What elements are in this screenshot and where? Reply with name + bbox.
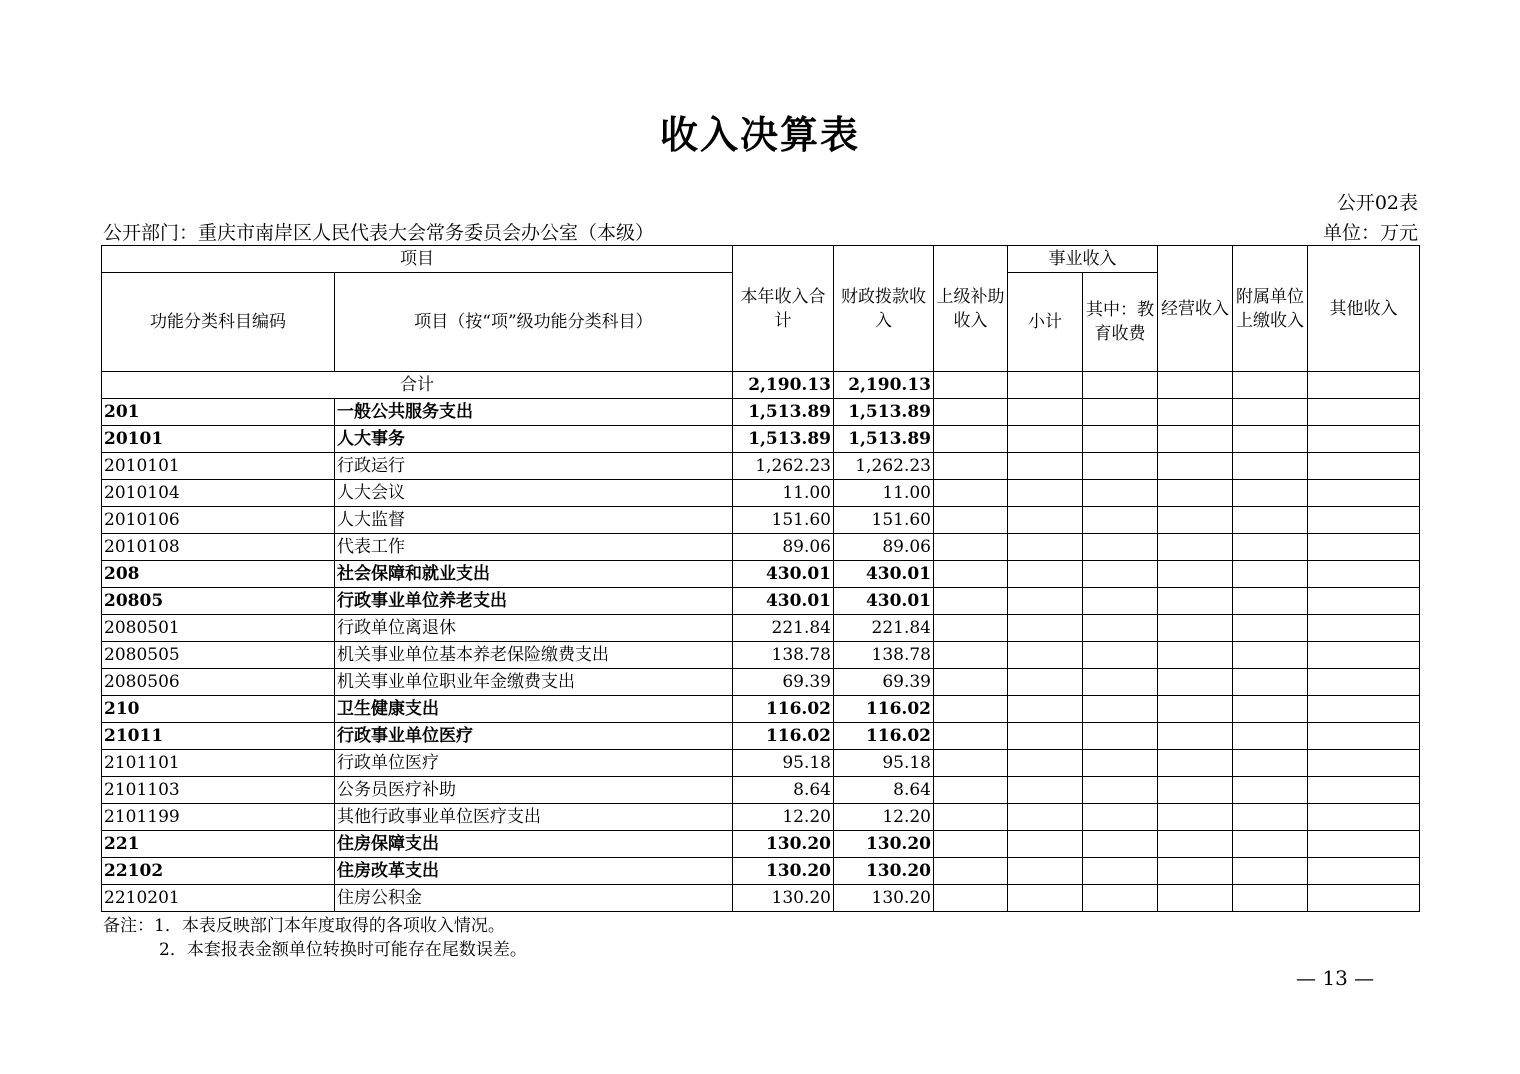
empty-cell	[1008, 453, 1083, 480]
empty-cell	[1308, 804, 1420, 831]
table-row	[102, 831, 1420, 858]
empty-cell	[1083, 453, 1158, 480]
fiscal-cell: 1,262.23	[834, 453, 934, 480]
name-cell: 公务员医疗补助	[335, 777, 733, 804]
empty-cell	[1158, 372, 1233, 399]
empty-cell	[1158, 804, 1233, 831]
empty-cell	[1008, 750, 1083, 777]
total-income-cell: 1,262.23	[733, 453, 834, 480]
code-cell: 2210201	[102, 885, 335, 912]
fiscal-cell: 221.84	[834, 615, 934, 642]
name-cell: 机关事业单位基本养老保险缴费支出	[335, 642, 733, 669]
total-income-cell: 8.64	[733, 777, 834, 804]
total-income-cell: 1,513.89	[733, 426, 834, 453]
empty-cell	[1233, 723, 1308, 750]
empty-cell	[1008, 480, 1083, 507]
empty-cell	[934, 588, 1008, 615]
empty-cell	[1233, 696, 1308, 723]
empty-cell	[1008, 534, 1083, 561]
fiscal-cell: 12.20	[834, 804, 934, 831]
code-cell: 2101199	[102, 804, 335, 831]
empty-cell	[1308, 831, 1420, 858]
empty-cell	[1308, 696, 1420, 723]
name-cell: 社会保障和就业支出	[335, 561, 733, 588]
total-income-cell: 116.02	[733, 696, 834, 723]
empty-cell	[1083, 642, 1158, 669]
code-cell: 20805	[102, 588, 335, 615]
name-cell: 代表工作	[335, 534, 733, 561]
empty-cell	[1158, 831, 1233, 858]
fiscal-cell: 69.39	[834, 669, 934, 696]
total-row	[102, 372, 1420, 399]
table-row	[102, 750, 1420, 777]
code-cell: 2080505	[102, 642, 335, 669]
empty-cell	[1083, 561, 1158, 588]
empty-cell	[1008, 399, 1083, 426]
name-cell: 行政事业单位养老支出	[335, 588, 733, 615]
table-row	[102, 426, 1420, 453]
total-income-cell: 130.20	[733, 858, 834, 885]
name-cell: 人大会议	[335, 480, 733, 507]
code-cell: 2010101	[102, 453, 335, 480]
empty-cell	[1158, 534, 1233, 561]
empty-cell	[1008, 372, 1083, 399]
empty-cell	[1308, 507, 1420, 534]
table-row	[102, 696, 1420, 723]
total-income-cell: 430.01	[733, 561, 834, 588]
name-cell: 住房公积金	[335, 885, 733, 912]
table-row	[102, 858, 1420, 885]
empty-cell	[1308, 480, 1420, 507]
empty-cell	[1083, 858, 1158, 885]
fiscal-cell: 8.64	[834, 777, 934, 804]
table-row	[102, 507, 1420, 534]
table-row	[102, 453, 1420, 480]
empty-cell	[934, 561, 1008, 588]
empty-cell	[1233, 561, 1308, 588]
empty-cell	[934, 804, 1008, 831]
fiscal-cell: 430.01	[834, 588, 934, 615]
header-item: 项目	[102, 246, 733, 273]
header-total-income: 本年收入合计	[733, 246, 834, 372]
code-cell: 20101	[102, 426, 335, 453]
table-row	[102, 885, 1420, 912]
name-cell: 行政运行	[335, 453, 733, 480]
empty-cell	[1158, 858, 1233, 885]
empty-cell	[1233, 426, 1308, 453]
total-label: 合计	[102, 372, 733, 399]
name-cell: 一般公共服务支出	[335, 399, 733, 426]
empty-cell	[934, 669, 1008, 696]
empty-cell	[1308, 777, 1420, 804]
empty-cell	[1233, 804, 1308, 831]
fiscal-cell: 151.60	[834, 507, 934, 534]
table-row	[102, 642, 1420, 669]
fiscal-cell: 95.18	[834, 750, 934, 777]
empty-cell	[1083, 399, 1158, 426]
empty-cell	[934, 480, 1008, 507]
empty-cell	[1008, 426, 1083, 453]
empty-cell	[1083, 723, 1158, 750]
fiscal-cell: 130.20	[834, 831, 934, 858]
empty-cell	[1008, 723, 1083, 750]
empty-cell	[1158, 723, 1233, 750]
empty-cell	[1308, 858, 1420, 885]
total-income-cell: 11.00	[733, 480, 834, 507]
code-cell: 2080506	[102, 669, 335, 696]
empty-cell	[1233, 615, 1308, 642]
name-cell: 其他行政事业单位医疗支出	[335, 804, 733, 831]
empty-cell	[1308, 426, 1420, 453]
page-title: 收入决算表	[659, 112, 860, 157]
empty-cell	[934, 750, 1008, 777]
empty-cell	[1008, 507, 1083, 534]
fiscal-cell: 138.78	[834, 642, 934, 669]
total-income-cell: 116.02	[733, 723, 834, 750]
code-cell: 2010108	[102, 534, 335, 561]
empty-cell	[1233, 453, 1308, 480]
empty-cell	[1083, 777, 1158, 804]
total-fiscal-value: 2,190.13	[834, 372, 934, 399]
empty-cell	[1158, 696, 1233, 723]
empty-cell	[1158, 750, 1233, 777]
empty-cell	[1158, 426, 1233, 453]
empty-cell	[1158, 399, 1233, 426]
empty-cell	[1233, 858, 1308, 885]
header-other: 其他收入	[1308, 246, 1420, 372]
code-cell: 2010106	[102, 507, 335, 534]
code-cell: 210	[102, 696, 335, 723]
empty-cell	[1308, 588, 1420, 615]
unit-label: 单位：万元	[1322, 222, 1418, 244]
fiscal-cell: 130.20	[834, 858, 934, 885]
empty-cell	[934, 399, 1008, 426]
table-row	[102, 480, 1420, 507]
empty-cell	[1308, 615, 1420, 642]
fiscal-cell: 1,513.89	[834, 426, 934, 453]
total-income-cell: 1,513.89	[733, 399, 834, 426]
total-income-cell: 95.18	[733, 750, 834, 777]
page-number: — 13 —	[1296, 966, 1375, 990]
name-cell: 行政单位医疗	[335, 750, 733, 777]
empty-cell	[934, 885, 1008, 912]
empty-cell	[1308, 399, 1420, 426]
empty-cell	[1308, 885, 1420, 912]
empty-cell	[1158, 507, 1233, 534]
empty-cell	[1308, 723, 1420, 750]
empty-cell	[1308, 453, 1420, 480]
empty-cell	[1158, 615, 1233, 642]
empty-cell	[1158, 885, 1233, 912]
empty-cell	[1008, 885, 1083, 912]
code-cell: 2080501	[102, 615, 335, 642]
income-table	[101, 245, 1420, 912]
header-business-income: 事业收入	[1008, 246, 1158, 273]
total-income-cell: 151.60	[733, 507, 834, 534]
empty-cell	[934, 534, 1008, 561]
empty-cell	[1158, 453, 1233, 480]
fiscal-cell: 116.02	[834, 696, 934, 723]
name-cell: 行政单位离退休	[335, 615, 733, 642]
name-cell: 人大事务	[335, 426, 733, 453]
header-name: 项目（按“项”级功能分类科目）	[335, 273, 733, 372]
total-income-cell: 89.06	[733, 534, 834, 561]
empty-cell	[1233, 480, 1308, 507]
empty-cell	[1083, 426, 1158, 453]
empty-cell	[1233, 372, 1308, 399]
empty-cell	[1008, 588, 1083, 615]
code-cell: 2010104	[102, 480, 335, 507]
header-affiliated: 附属单位上缴收入	[1233, 246, 1308, 372]
fiscal-cell: 430.01	[834, 561, 934, 588]
notes	[103, 914, 527, 962]
empty-cell	[1158, 642, 1233, 669]
empty-cell	[1083, 804, 1158, 831]
code-cell: 208	[102, 561, 335, 588]
empty-cell	[1008, 831, 1083, 858]
name-cell: 住房保障支出	[335, 831, 733, 858]
empty-cell	[1158, 480, 1233, 507]
empty-cell	[1308, 561, 1420, 588]
empty-cell	[1083, 507, 1158, 534]
table-row	[102, 669, 1420, 696]
total-income-cell: 12.20	[733, 804, 834, 831]
header-superior-subsidy: 上级补助收入	[934, 246, 1008, 372]
fiscal-cell: 1,513.89	[834, 399, 934, 426]
empty-cell	[1233, 399, 1308, 426]
header-operating: 经营收入	[1158, 246, 1233, 372]
name-cell: 住房改革支出	[335, 858, 733, 885]
empty-cell	[1008, 696, 1083, 723]
fiscal-cell: 130.20	[834, 885, 934, 912]
empty-cell	[1233, 669, 1308, 696]
code-cell: 2101101	[102, 750, 335, 777]
empty-cell	[934, 453, 1008, 480]
empty-cell	[1233, 777, 1308, 804]
empty-cell	[1233, 642, 1308, 669]
name-cell: 机关事业单位职业年金缴费支出	[335, 669, 733, 696]
empty-cell	[1308, 750, 1420, 777]
empty-cell	[1083, 534, 1158, 561]
empty-cell	[1083, 615, 1158, 642]
name-cell: 卫生健康支出	[335, 696, 733, 723]
empty-cell	[934, 858, 1008, 885]
empty-cell	[1008, 858, 1083, 885]
empty-cell	[1008, 615, 1083, 642]
empty-cell	[1233, 507, 1308, 534]
name-cell: 行政事业单位医疗	[335, 723, 733, 750]
table-row	[102, 615, 1420, 642]
empty-cell	[934, 615, 1008, 642]
table-row	[102, 561, 1420, 588]
code-cell: 221	[102, 831, 335, 858]
empty-cell	[1083, 588, 1158, 615]
empty-cell	[1158, 777, 1233, 804]
header-code: 功能分类科目编码	[102, 273, 335, 372]
header-education-fee: 其中：教育收费	[1083, 273, 1158, 372]
empty-cell	[1008, 642, 1083, 669]
empty-cell	[934, 777, 1008, 804]
empty-cell	[1158, 669, 1233, 696]
code-cell: 21011	[102, 723, 335, 750]
empty-cell	[1008, 669, 1083, 696]
empty-cell	[1008, 561, 1083, 588]
note-2: 2．本套报表金额单位转换时可能存在尾数误差。	[159, 940, 527, 960]
empty-cell	[934, 372, 1008, 399]
empty-cell	[1308, 669, 1420, 696]
empty-cell	[1008, 777, 1083, 804]
total-income-cell: 221.84	[733, 615, 834, 642]
table-row	[102, 777, 1420, 804]
empty-cell	[1083, 669, 1158, 696]
fiscal-cell: 116.02	[834, 723, 934, 750]
empty-cell	[1233, 750, 1308, 777]
total-income-cell: 130.20	[733, 831, 834, 858]
table-row	[102, 588, 1420, 615]
empty-cell	[934, 831, 1008, 858]
total-income-cell: 138.78	[733, 642, 834, 669]
empty-cell	[1308, 372, 1420, 399]
empty-cell	[1083, 831, 1158, 858]
header-fiscal: 财政拨款收入	[834, 246, 934, 372]
table-row	[102, 804, 1420, 831]
empty-cell	[1083, 696, 1158, 723]
total-income-value: 2,190.13	[733, 372, 834, 399]
fiscal-cell: 11.00	[834, 480, 934, 507]
empty-cell	[934, 642, 1008, 669]
code-cell: 22102	[102, 858, 335, 885]
empty-cell	[1233, 831, 1308, 858]
code-cell: 2101103	[102, 777, 335, 804]
total-income-cell: 430.01	[733, 588, 834, 615]
empty-cell	[934, 723, 1008, 750]
total-income-cell: 69.39	[733, 669, 834, 696]
fiscal-cell: 89.06	[834, 534, 934, 561]
empty-cell	[1308, 534, 1420, 561]
empty-cell	[1083, 885, 1158, 912]
name-cell: 人大监督	[335, 507, 733, 534]
empty-cell	[934, 507, 1008, 534]
empty-cell	[934, 696, 1008, 723]
table-row	[102, 723, 1420, 750]
empty-cell	[1008, 804, 1083, 831]
code-cell: 201	[102, 399, 335, 426]
table-row	[102, 399, 1420, 426]
empty-cell	[934, 426, 1008, 453]
empty-cell	[1308, 642, 1420, 669]
empty-cell	[1158, 561, 1233, 588]
header-subtotal: 小计	[1008, 273, 1083, 372]
note-1: 备注：1．本表反映部门本年度取得的各项收入情况。	[103, 916, 505, 936]
empty-cell	[1233, 534, 1308, 561]
department-label: 公开部门：重庆市南岸区人民代表大会常务委员会办公室（本级）	[103, 222, 655, 244]
empty-cell	[1158, 588, 1233, 615]
empty-cell	[1233, 885, 1308, 912]
empty-cell	[1233, 588, 1308, 615]
total-income-cell: 130.20	[733, 885, 834, 912]
empty-cell	[1083, 480, 1158, 507]
form-number: 公开02表	[1336, 192, 1418, 214]
empty-cell	[1083, 750, 1158, 777]
table-row	[102, 534, 1420, 561]
empty-cell	[1083, 372, 1158, 399]
